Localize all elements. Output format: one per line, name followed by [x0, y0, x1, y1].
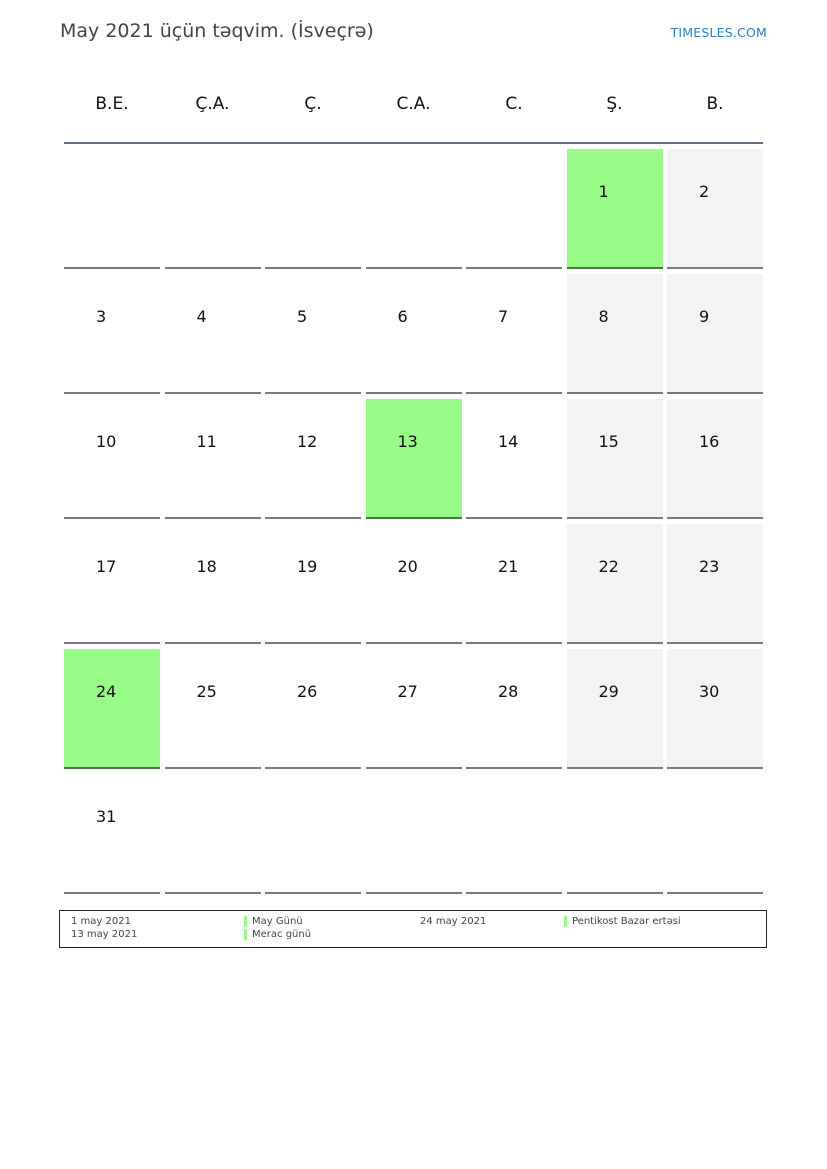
calendar-grid: [64, 149, 763, 894]
day-number: 23: [699, 557, 720, 576]
day-number: 8: [598, 307, 609, 326]
calendar-day-cell: [64, 399, 160, 519]
calendar-empty-cell: [667, 774, 763, 894]
day-number: 21: [498, 557, 519, 576]
calendar-day-cell: [64, 524, 160, 644]
calendar-day-cell: [567, 649, 663, 769]
calendar-day-cell: [667, 399, 763, 519]
day-number: 16: [699, 432, 720, 451]
holiday-color-marker: [244, 916, 247, 927]
weekday-label: C.: [505, 94, 523, 114]
calendar-day-cell: [265, 274, 361, 394]
calendar-day-cell: [366, 649, 462, 769]
calendar-day-cell: [567, 149, 663, 269]
calendar-empty-cell: [165, 774, 261, 894]
day-number: 3: [96, 307, 107, 326]
weekday-label: B.E.: [95, 94, 129, 114]
calendar-day-cell: [667, 149, 763, 269]
calendar-day-cell: [165, 524, 261, 644]
legend-date: 1 may 2021: [71, 916, 131, 927]
calendar-day-cell: [165, 399, 261, 519]
calendar-day-cell: [366, 274, 462, 394]
day-number: 9: [699, 307, 710, 326]
day-number: 19: [297, 557, 318, 576]
calendar-day-cell: [64, 774, 160, 894]
calendar-day-cell: [667, 649, 763, 769]
calendar-empty-cell: [165, 149, 261, 269]
calendar-empty-cell: [64, 149, 160, 269]
calendar-day-cell: [64, 274, 160, 394]
day-number: 24: [96, 682, 117, 701]
calendar-day-cell: [366, 524, 462, 644]
day-number: 26: [297, 682, 318, 701]
day-number: 5: [297, 307, 308, 326]
day-number: 10: [96, 432, 117, 451]
day-number: 14: [498, 432, 519, 451]
weekday-label: B.: [706, 94, 724, 114]
calendar-empty-cell: [366, 774, 462, 894]
day-number: 25: [196, 682, 217, 701]
day-number: 30: [699, 682, 720, 701]
calendar-empty-cell: [567, 774, 663, 894]
legend-date: 24 may 2021: [420, 916, 487, 927]
day-number: 12: [297, 432, 318, 451]
header-divider: [64, 142, 763, 144]
day-number: 29: [598, 682, 619, 701]
calendar-day-cell: [567, 524, 663, 644]
calendar-empty-cell: [466, 774, 562, 894]
calendar-day-cell: [265, 399, 361, 519]
weekday-label: Ş.: [606, 94, 623, 114]
day-number: 6: [397, 307, 408, 326]
page-title: May 2021 üçün təqvim. (İsveçrə): [60, 20, 374, 42]
calendar-day-cell: [64, 649, 160, 769]
day-number: 2: [699, 182, 710, 201]
day-number: 18: [196, 557, 217, 576]
calendar-day-cell: [265, 649, 361, 769]
calendar-day-cell: [466, 399, 562, 519]
calendar-empty-cell: [265, 774, 361, 894]
day-number: 20: [397, 557, 418, 576]
day-number: 1: [598, 182, 609, 201]
day-number: 4: [196, 307, 207, 326]
calendar-day-cell: [667, 524, 763, 644]
calendar-day-cell: [466, 524, 562, 644]
legend-holiday-name: Pentikost Bazar ertəsi: [572, 916, 681, 927]
calendar-empty-cell: [366, 149, 462, 269]
day-number: 27: [397, 682, 418, 701]
day-number: 31: [96, 807, 117, 826]
holiday-color-marker: [244, 929, 247, 940]
day-number: 15: [598, 432, 619, 451]
calendar-day-cell: [165, 274, 261, 394]
weekday-label: Ç.: [304, 94, 322, 114]
site-link[interactable]: TIMESLES.COM: [670, 25, 767, 40]
calendar-empty-cell: [466, 149, 562, 269]
day-number: 22: [598, 557, 619, 576]
calendar-day-cell: [165, 649, 261, 769]
calendar-empty-cell: [265, 149, 361, 269]
weekday-header-row: [64, 80, 763, 130]
calendar-day-cell: [567, 274, 663, 394]
day-number: 11: [196, 432, 217, 451]
day-number: 17: [96, 557, 117, 576]
weekday-label: C.A.: [396, 94, 431, 114]
calendar-day-cell: [466, 649, 562, 769]
legend-holiday-name: Merac günü: [252, 929, 312, 940]
calendar-day-cell: [366, 399, 462, 519]
legend-holiday-name: May Günü: [252, 916, 303, 927]
holiday-legend: [59, 910, 767, 948]
calendar-day-cell: [567, 399, 663, 519]
weekday-label: Ç.A.: [195, 94, 230, 114]
holiday-color-marker: [564, 916, 567, 927]
calendar-day-cell: [667, 274, 763, 394]
day-number: 28: [498, 682, 519, 701]
calendar-day-cell: [466, 274, 562, 394]
calendar-day-cell: [265, 524, 361, 644]
day-number: 13: [397, 432, 418, 451]
legend-date: 13 may 2021: [71, 929, 138, 940]
day-number: 7: [498, 307, 509, 326]
